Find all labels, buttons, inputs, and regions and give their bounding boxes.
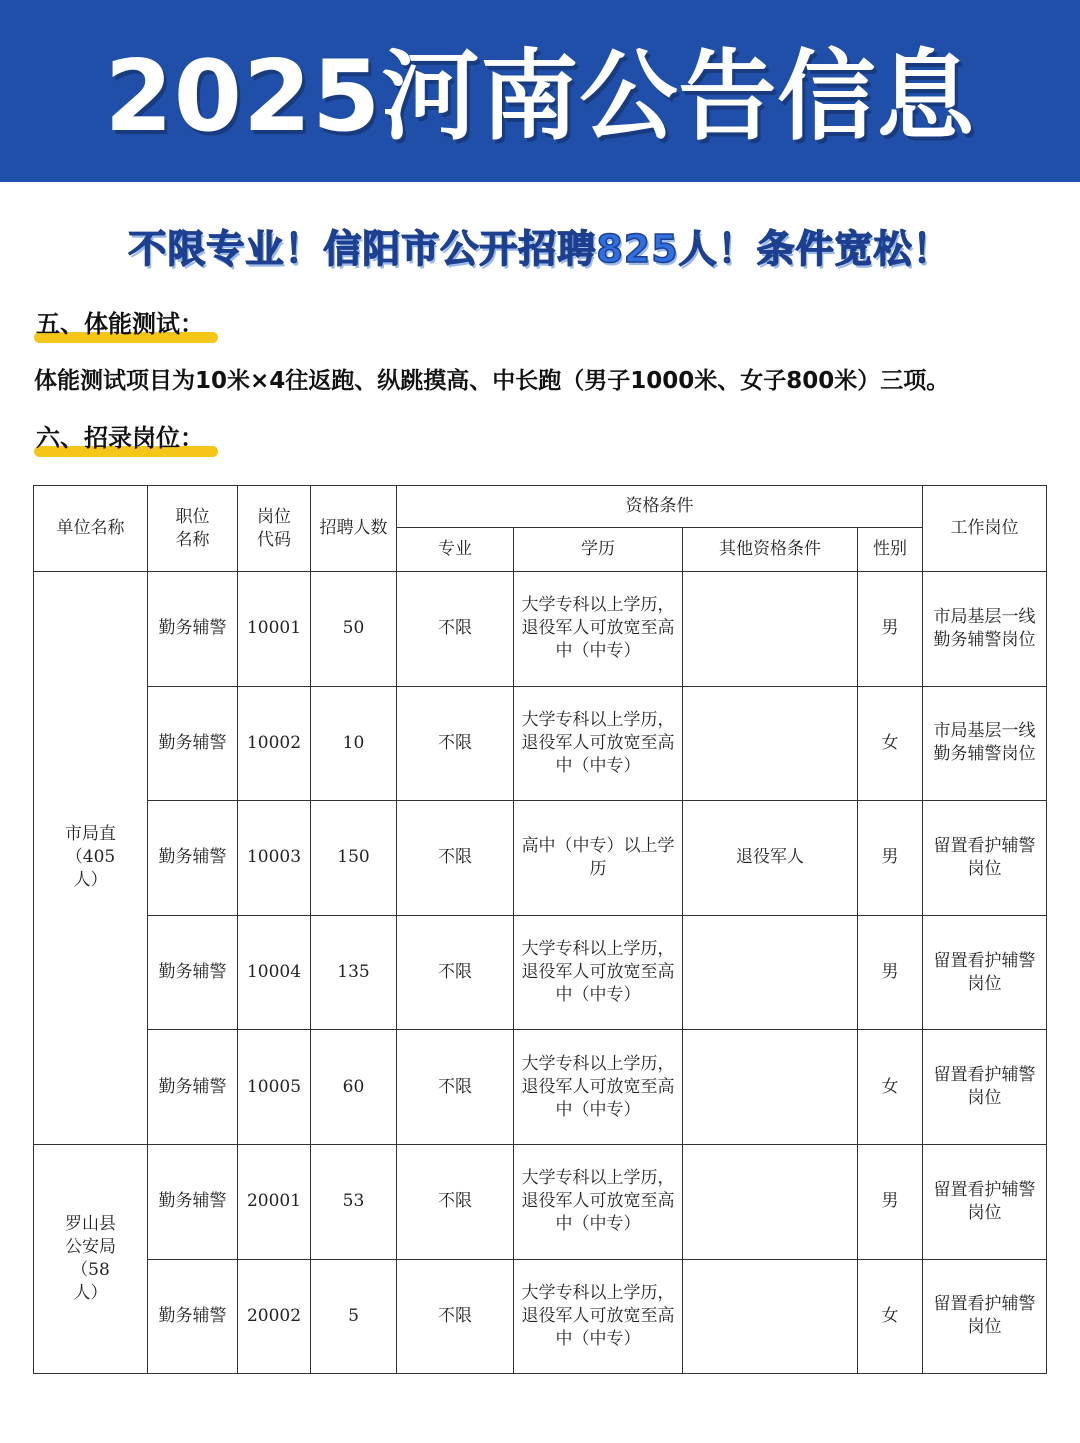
code-cell: 20002: [238, 1259, 311, 1374]
count-cell: 10: [311, 686, 397, 801]
header-qualification: 资格条件: [397, 486, 923, 528]
table-row: [34, 572, 1047, 687]
header-post: 工作岗位: [923, 486, 1047, 572]
post-cell: 市局基层一线勤务辅警岗位: [923, 686, 1047, 801]
fitness-text: 体能测试项目为10米×4往返跑、纵跳摸高、中长跑（男子1000米、女子800米）三项。: [34, 368, 950, 394]
count-cell: 53: [311, 1144, 397, 1259]
count-cell: 5: [311, 1259, 397, 1374]
other-cell: [683, 1144, 858, 1259]
count-cell: 135: [311, 915, 397, 1030]
unit-cell: 市局直（405人）: [34, 572, 148, 1145]
job-cell: 勤务辅警: [148, 1030, 238, 1145]
gender-cell: 女: [858, 1030, 923, 1145]
post-cell: 留置看护辅警岗位: [923, 915, 1047, 1030]
header-education: 学历: [514, 528, 683, 572]
job-cell: 勤务辅警: [148, 1259, 238, 1374]
table-row: [34, 686, 1047, 801]
code-cell: 20001: [238, 1144, 311, 1259]
header-other: 其他资格条件: [683, 528, 858, 572]
other-cell: 退役军人: [683, 801, 858, 916]
header-major: 专业: [397, 528, 514, 572]
unit-cell: 罗山县公安局（58人）: [34, 1144, 148, 1373]
education-cell: 高中（中专）以上学历: [514, 801, 683, 916]
major-cell: 不限: [397, 1259, 514, 1374]
education-cell: 大学专科以上学历，退役军人可放宽至高中（中专）: [514, 915, 683, 1030]
post-cell: 留置看护辅警岗位: [923, 1030, 1047, 1145]
positions-table: [33, 485, 1047, 1374]
table-row: [34, 1030, 1047, 1145]
other-cell: [683, 915, 858, 1030]
code-cell: 10002: [238, 686, 311, 801]
table-row: [34, 915, 1047, 1030]
other-cell: [683, 1259, 858, 1374]
positions-heading: [34, 418, 208, 455]
major-cell: 不限: [397, 572, 514, 687]
post-cell: 市局基层一线勤务辅警岗位: [923, 572, 1047, 687]
job-cell: 勤务辅警: [148, 686, 238, 801]
banner-title: 2025河南公告信息: [104, 39, 976, 154]
code-cell: 10005: [238, 1030, 311, 1145]
gender-cell: 女: [858, 686, 923, 801]
header-job: 职位名称: [148, 486, 238, 572]
major-cell: 不限: [397, 686, 514, 801]
positions-heading-text: 六、招录岗位：: [36, 424, 204, 452]
gender-cell: 男: [858, 915, 923, 1030]
job-cell: 勤务辅警: [148, 1144, 238, 1259]
header-unit: 单位名称: [34, 486, 148, 572]
post-cell: 留置看护辅警岗位: [923, 1259, 1047, 1374]
education-cell: 大学专科以上学历，退役军人可放宽至高中（中专）: [514, 1259, 683, 1374]
subtitle: 不限专业！信阳市公开招聘825人！条件宽松！: [128, 227, 952, 271]
post-cell: 留置看护辅警岗位: [923, 1144, 1047, 1259]
job-cell: 勤务辅警: [148, 915, 238, 1030]
table-row: [34, 1259, 1047, 1374]
fitness-heading: [34, 304, 208, 341]
header-count: 招聘人数: [311, 486, 397, 572]
fitness-heading-text: 五、体能测试：: [36, 310, 204, 338]
header-banner: [0, 0, 1080, 182]
count-cell: 50: [311, 572, 397, 687]
count-cell: 60: [311, 1030, 397, 1145]
other-cell: [683, 1030, 858, 1145]
education-cell: 大学专科以上学历，退役军人可放宽至高中（中专）: [514, 572, 683, 687]
code-cell: 10003: [238, 801, 311, 916]
major-cell: 不限: [397, 1030, 514, 1145]
header-gender: 性别: [858, 528, 923, 572]
code-cell: 10001: [238, 572, 311, 687]
gender-cell: 女: [858, 1259, 923, 1374]
gender-cell: 男: [858, 572, 923, 687]
gender-cell: 男: [858, 1144, 923, 1259]
post-cell: 留置看护辅警岗位: [923, 801, 1047, 916]
table-row: [34, 801, 1047, 916]
table-row: [34, 1144, 1047, 1259]
code-cell: 10004: [238, 915, 311, 1030]
education-cell: 大学专科以上学历，退役军人可放宽至高中（中专）: [514, 1030, 683, 1145]
major-cell: 不限: [397, 1144, 514, 1259]
education-cell: 大学专科以上学历，退役军人可放宽至高中（中专）: [514, 1144, 683, 1259]
gender-cell: 男: [858, 801, 923, 916]
job-cell: 勤务辅警: [148, 801, 238, 916]
other-cell: [683, 572, 858, 687]
header-code: 岗位代码: [238, 486, 311, 572]
education-cell: 大学专科以上学历，退役军人可放宽至高中（中专）: [514, 686, 683, 801]
major-cell: 不限: [397, 801, 514, 916]
count-cell: 150: [311, 801, 397, 916]
other-cell: [683, 686, 858, 801]
major-cell: 不限: [397, 915, 514, 1030]
job-cell: 勤务辅警: [148, 572, 238, 687]
